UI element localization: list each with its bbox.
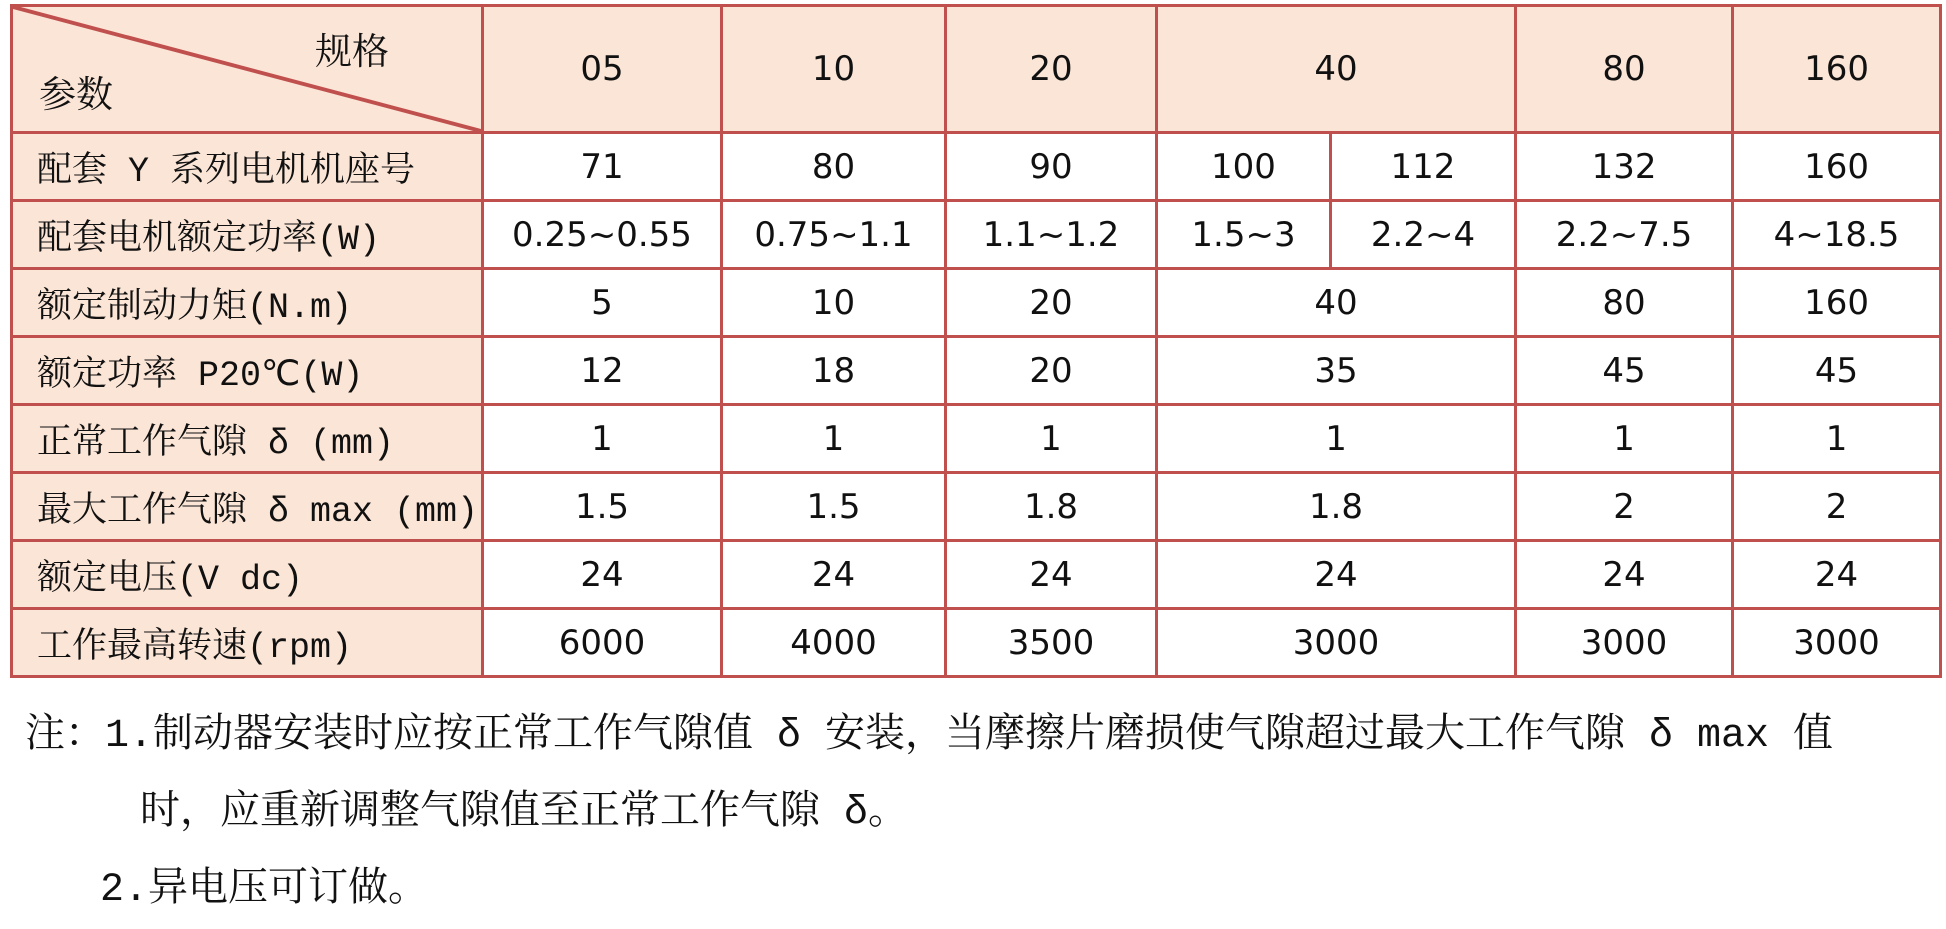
table-row: [12, 473, 1941, 541]
cell-value: 2.2~4: [1331, 201, 1516, 269]
table-row: [12, 133, 1941, 201]
param-label: 正常工作气隙 δ (mm): [12, 405, 483, 473]
cell-value: 160: [1733, 269, 1941, 337]
cell-value: 40: [1157, 269, 1516, 337]
cell-value: 1.5~3: [1157, 201, 1331, 269]
cell-value: 3500: [946, 609, 1157, 677]
table-row: [12, 609, 1941, 677]
spec-col-header: 05: [483, 6, 722, 133]
cell-value: 2: [1733, 473, 1941, 541]
cell-value: 112: [1331, 133, 1516, 201]
cell-value: 24: [946, 541, 1157, 609]
cell-value: 1.1~1.2: [946, 201, 1157, 269]
spec-col-header: 10: [722, 6, 946, 133]
cell-value: 24: [1157, 541, 1516, 609]
cell-value: 1: [1157, 405, 1516, 473]
header-row: [12, 6, 1941, 133]
note-prefix: 注：: [25, 714, 105, 759]
cell-value: 132: [1516, 133, 1733, 201]
cell-value: 0.75~1.1: [722, 201, 946, 269]
cell-value: 0.25~0.55: [483, 201, 722, 269]
cell-value: 1: [1733, 405, 1941, 473]
cell-value: 1.5: [722, 473, 946, 541]
spec-col-header: 40: [1157, 6, 1516, 133]
cell-value: 35: [1157, 337, 1516, 405]
table-row: [12, 541, 1941, 609]
notes-block: [25, 698, 1946, 929]
spec-col-header: 160: [1733, 6, 1941, 133]
cell-value: 2.2~7.5: [1516, 201, 1733, 269]
cell-value: 1: [722, 405, 946, 473]
cell-value: 90: [946, 133, 1157, 201]
cell-value: 4~18.5: [1733, 201, 1941, 269]
param-label: 工作最高转速(rpm): [12, 609, 483, 677]
param-label: 配套电机额定功率(W): [12, 201, 483, 269]
note-1-continued-text: 时，应重新调整气隙值至正常工作气隙 δ。: [140, 791, 909, 836]
corner-cell: [12, 6, 483, 133]
cell-value: 5: [483, 269, 722, 337]
cell-value: 24: [1516, 541, 1733, 609]
corner-param-label: 参数: [39, 77, 113, 119]
cell-value: 71: [483, 133, 722, 201]
param-label: 额定制动力矩(N.m): [12, 269, 483, 337]
cell-value: 10: [722, 269, 946, 337]
cell-value: 24: [1733, 541, 1941, 609]
table-body: [12, 133, 1941, 677]
cell-value: 3000: [1733, 609, 1941, 677]
cell-value: 45: [1516, 337, 1733, 405]
cell-value: 80: [1516, 269, 1733, 337]
table-row: [12, 405, 1941, 473]
note-2-text: 2.异电压可订做。: [100, 868, 429, 913]
cell-value: 1.8: [1157, 473, 1516, 541]
cell-value: 160: [1733, 133, 1941, 201]
param-label: 额定电压(V dc): [12, 541, 483, 609]
cell-value: 12: [483, 337, 722, 405]
param-label: 配套 Y 系列电机机座号: [12, 133, 483, 201]
cell-value: 4000: [722, 609, 946, 677]
cell-value: 18: [722, 337, 946, 405]
cell-value: 80: [722, 133, 946, 201]
cell-value: 1: [946, 405, 1157, 473]
table-row: [12, 337, 1941, 405]
param-label: 额定功率 P20℃(W): [12, 337, 483, 405]
corner-spec-label: 规格: [315, 34, 389, 76]
cell-value: 3000: [1516, 609, 1733, 677]
cell-value: 20: [946, 337, 1157, 405]
cell-value: 6000: [483, 609, 722, 677]
note-line-2: [25, 775, 1946, 852]
note-line-3: [25, 852, 1946, 929]
spec-col-header: 20: [946, 6, 1157, 133]
cell-value: 1: [1516, 405, 1733, 473]
table-row: [12, 201, 1941, 269]
table-row: [12, 269, 1941, 337]
spec-table: [10, 4, 1942, 678]
cell-value: 24: [722, 541, 946, 609]
note-line-1: [25, 698, 1946, 775]
note-1-text: 1.制动器安装时应按正常工作气隙值 δ 安装，当摩擦片磨损使气隙超过最大工作气隙 δ max 值: [105, 714, 1834, 759]
cell-value: 1: [483, 405, 722, 473]
cell-value: 1.8: [946, 473, 1157, 541]
cell-value: 1.5: [483, 473, 722, 541]
cell-value: 45: [1733, 337, 1941, 405]
spec-col-header: 80: [1516, 6, 1733, 133]
cell-value: 24: [483, 541, 722, 609]
cell-value: 20: [946, 269, 1157, 337]
param-label: 最大工作气隙 δ max (mm): [12, 473, 483, 541]
cell-value: 2: [1516, 473, 1733, 541]
cell-value: 3000: [1157, 609, 1516, 677]
cell-value: 100: [1157, 133, 1331, 201]
